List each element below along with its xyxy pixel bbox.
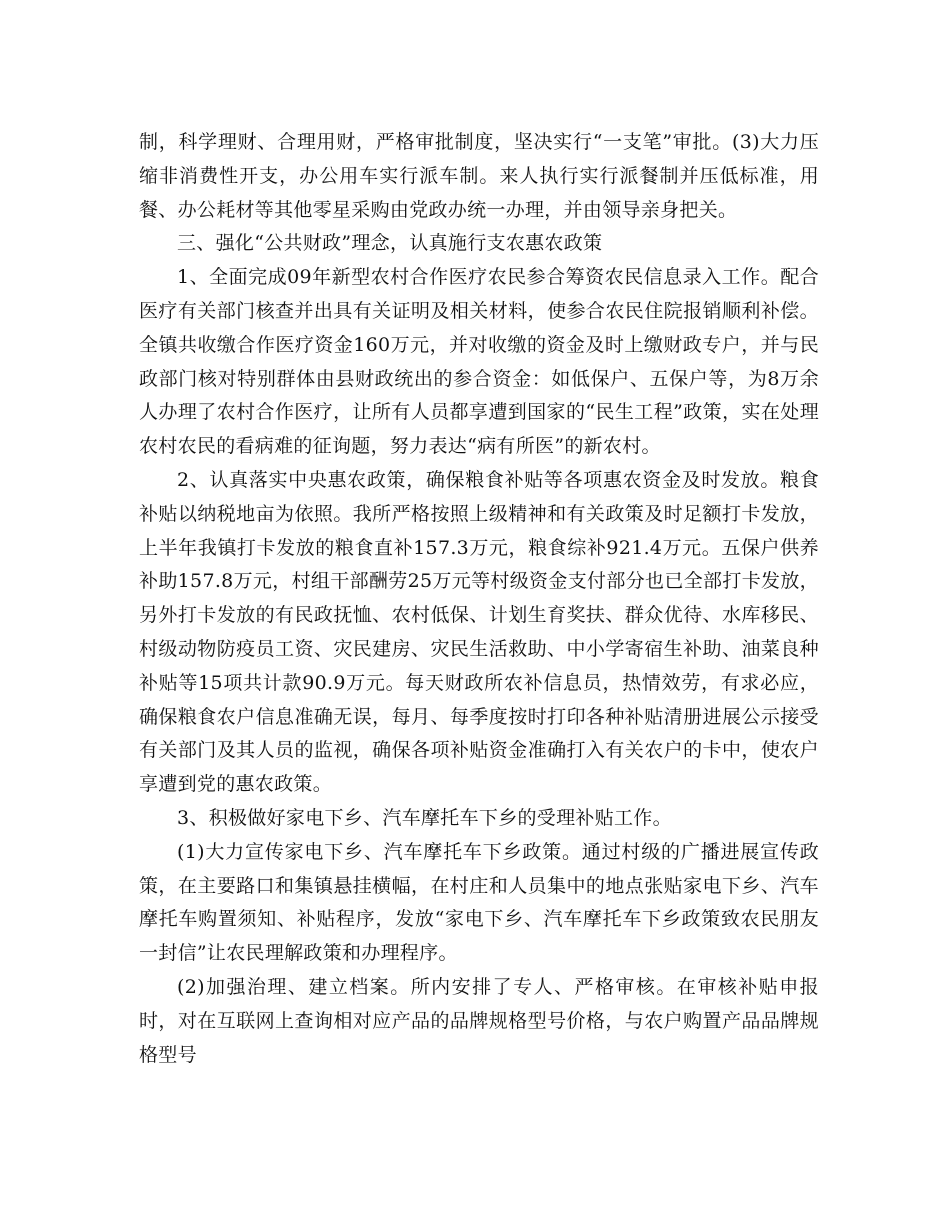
paragraph-appliance-subsidy-heading: 3、积极做好家电下乡、汽车摩托车下乡的受理补贴工作。 [177,806,672,829]
document-body [139,126,819,1072]
paragraph-continuation: 制，科学理财、合理用财，严格审批制度，坚决实行“一支笔”审批。(3)大力压缩非消费性开支，办公用车实行派车制。来人执行实行派餐制并压低标准，用餐、办公耗材等其他零星采购由党政办统一办理，并由领导亲身把关。 [139,131,819,221]
paragraph-rural-cooperative-medical: 1、全面完成09年新型农村合作医疗农民参合筹资农民信息录入工作。配合医疗有关部门核查并出具有关证明及相关材料，使参合农民住院报销顺利补偿。全镇共收缴合作医疗资金160万元，并对收缴的资金及时上缴财政专户，并与民政部门核对特别群体由县财政统出的参合资金：如低保户、五保户等，为8万余人办理了农村合作医疗，让所有人员都享遭到国家的“民生工程”政策，实在处理农村农民的看病难的征询题，努力表达“病有所医”的新农村。 [139,266,819,458]
paragraph-agricultural-subsidies: 2、认真落实中央惠农政策，确保粮食补贴等各项惠农资金及时发放。粮食补贴以纳税地亩为依照。我所严格按照上级精神和有关政策及时足额打卡发放，上半年我镇打卡发放的粮食直补157.3万元，粮食综补921.4万元。五保户供养补助157.8万元，村组干部酬劳25万元等村级资金支付部分也已全部打卡发放，另外打卡发放的有民政抚恤、农村低保、计划生育奖扶、群众优待、水库移民、村级动物防疫员工资、灾民建房、灾民生活救助、中小学寄宿生补助、油菜良种补贴等15项共计款90.9万元。每天财政所农补信息员，热情效劳，有求必应，确保粮食农户信息准确无误，每月、每季度按时打印各种补贴清册进展公示接受有关部门及其人员的监视，确保各项补贴资金准确打入有关农户的卡中，使农户享遭到党的惠农政策。 [139,468,819,796]
section-heading-public-finance: 三、强化“公共财政”理念，认真施行支农惠农政策 [177,232,603,255]
paragraph-management-archives: (2)加强治理、建立档案。所内安排了专人、严格审核。在审核补贴申报时，对在互联网上查询相对应产品的品牌规格型号价格，与农户购置产品品牌规格型号 [139,975,819,1066]
paragraph-policy-promotion: (1)大力宣传家电下乡、汽车摩托车下乡政策。通过村级的广播进展宣传政策，在主要路口和集镇悬挂横幅，在村庄和人员集中的地点张贴家电下乡、汽车摩托车购置须知、补贴程序，发放“家电下乡、汽车摩托车下乡政策致农民朋友一封信”让农民理解政策和办理程序。 [139,840,819,965]
